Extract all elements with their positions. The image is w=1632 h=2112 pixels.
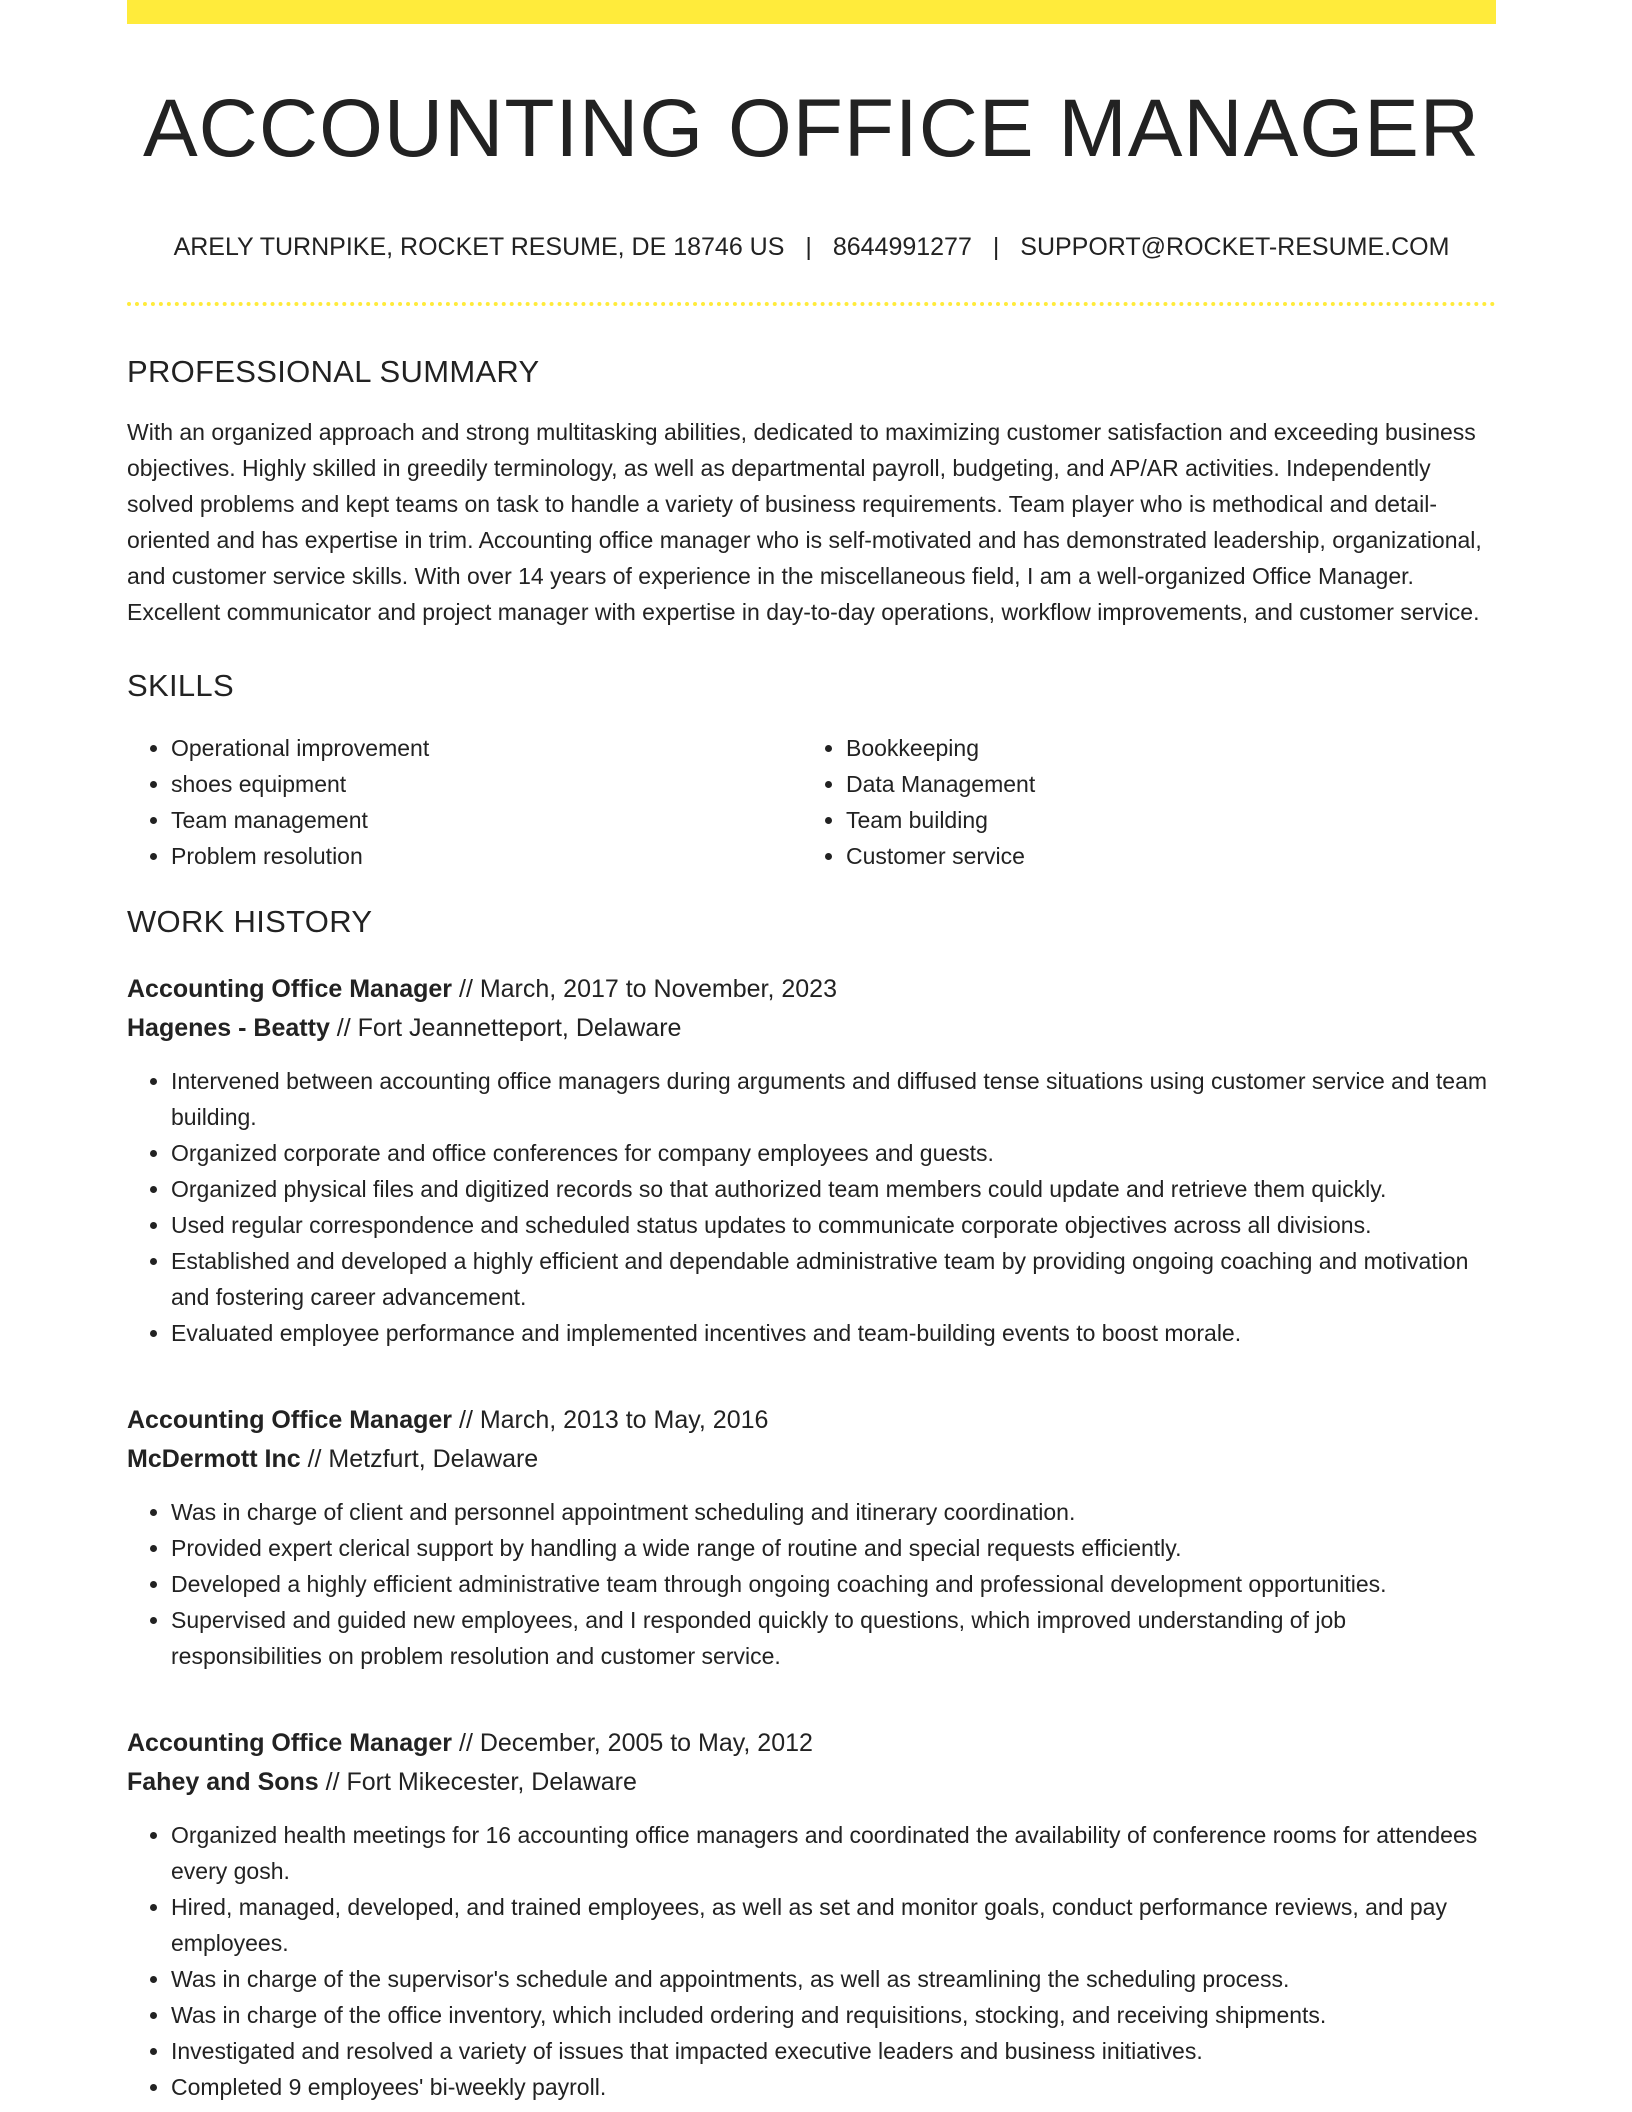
dotted-divider xyxy=(127,302,1496,306)
job-location: // Fort Jeannetteport, Delaware xyxy=(329,1014,682,1043)
job-bullet: • Hired, managed, developed, and trained employees, as well as set and monitor goals, conduct performance reviews, and pay employees. xyxy=(171,1889,1496,1961)
job-bullet: • Established and developed a highly efficient and dependable administrative team by providing ongoing coaching and motivation and fostering career advancement. xyxy=(171,1243,1496,1315)
job-dates: // March, 2013 to May, 2016 xyxy=(452,1406,769,1435)
skill-item: • Team building xyxy=(846,802,1477,838)
skills-grid xyxy=(127,730,1496,874)
section-title-summary: PROFESSIONAL SUMMARY xyxy=(127,354,540,390)
job-bullet: • Developed a highly efficient administrative team through ongoing coaching and professional development opportunities. xyxy=(171,1566,1496,1602)
skill-item: • shoes equipment xyxy=(171,766,802,802)
skill-item: • Customer service xyxy=(846,838,1477,874)
job-role-line xyxy=(127,1724,1496,1763)
job-entry xyxy=(127,970,1496,1351)
job-bullet: • Used regular correspondence and scheduled status updates to communicate corporate objectives across all divisions. xyxy=(171,1207,1496,1243)
accent-top-bar xyxy=(127,0,1496,24)
job-entry xyxy=(127,1401,1496,1674)
job-bullet: • Intervened between accounting office managers during arguments and diffused tense situations using customer service and team building. xyxy=(171,1063,1496,1135)
job-location: // Fort Mikecester, Delaware xyxy=(318,1768,637,1797)
job-role: Accounting Office Manager xyxy=(127,1729,453,1758)
contact-address: ARELY TURNPIKE, ROCKET RESUME, DE 18746 US xyxy=(173,233,785,262)
skills-list-right xyxy=(802,730,1477,874)
job-company-line xyxy=(127,1009,1496,1048)
job-role: Accounting Office Manager xyxy=(127,1406,453,1435)
job-company-line xyxy=(127,1763,1496,1802)
job-role-line xyxy=(127,970,1496,1009)
skill-item: • Problem resolution xyxy=(171,838,802,874)
contact-line xyxy=(127,232,1496,262)
contact-phone: 8644991277 xyxy=(832,233,972,262)
job-bullet: • Was in charge of client and personnel appointment scheduling and itinerary coordination. xyxy=(171,1494,1496,1530)
section-title-skills: SKILLS xyxy=(127,668,234,704)
job-bullet: • Organized corporate and office conferences for company employees and guests. xyxy=(171,1135,1496,1171)
job-bullets xyxy=(127,1817,1496,2105)
job-bullet: • Organized physical files and digitized records so that authorized team members could update and retrieve them quickly. xyxy=(171,1171,1496,1207)
resume-title: ACCOUNTING OFFICE MANAGER xyxy=(142,83,1481,174)
skill-item: • Bookkeeping xyxy=(846,730,1477,766)
resume-content xyxy=(127,0,1496,2105)
job-bullet: • Organized health meetings for 16 accounting office managers and coordinated the availability of conference rooms for attendees every gosh. xyxy=(171,1817,1496,1889)
job-role-line xyxy=(127,1401,1496,1440)
contact-separator: | xyxy=(805,233,812,262)
job-entry xyxy=(127,1724,1496,2105)
section-title-work-history: WORK HISTORY xyxy=(127,904,373,940)
job-bullet: • Investigated and resolved a variety of issues that impacted executive leaders and business initiatives. xyxy=(171,2033,1496,2069)
job-bullet: • Supervised and guided new employees, and I responded quickly to questions, which improved understanding of job responsibilities on problem resolution and customer service. xyxy=(171,1602,1496,1674)
job-company: Fahey and Sons xyxy=(127,1768,319,1797)
job-dates: // March, 2017 to November, 2023 xyxy=(452,975,837,1004)
skill-item: • Data Management xyxy=(846,766,1477,802)
job-bullets xyxy=(127,1063,1496,1351)
job-bullet: • Provided expert clerical support by handling a wide range of routine and special requests efficiently. xyxy=(171,1530,1496,1566)
job-bullets xyxy=(127,1494,1496,1674)
summary-text: With an organized approach and strong multitasking abilities, dedicated to maximizing customer satisfaction and exceeding business objectives. Highly skilled in greedily terminology, as well as departmental payroll, budgeting, and AP/AR activities. Independently solved problems and kept teams on task to handle a variety of business requirements. Team player who is methodical and detail-oriented and has expertise in trim. Accounting office manager who is self-motivated and has demonstrated leadership, organizational, and customer service skills. With over 14 years of experience in the miscellaneous field, I am a well-organized Office Manager. Excellent communicator and project manager with expertise in day-to-day operations, workflow improvements, and customer service. xyxy=(127,419,1482,626)
job-dates: // December, 2005 to May, 2012 xyxy=(452,1729,813,1758)
contact-separator: | xyxy=(992,233,1000,262)
skills-list-left xyxy=(127,730,802,874)
skill-item: • Operational improvement xyxy=(171,730,802,766)
job-bullet: • Was in charge of the office inventory, which included ordering and requisitions, stocking, and receiving shipments. xyxy=(171,1997,1496,2033)
job-company: McDermott Inc xyxy=(127,1445,301,1474)
job-role: Accounting Office Manager xyxy=(127,975,453,1004)
job-bullet: • Was in charge of the supervisor's schedule and appointments, as well as streamlining the scheduling process. xyxy=(171,1961,1496,1997)
job-bullet: • Completed 9 employees' bi-weekly payroll. xyxy=(171,2069,1496,2105)
job-bullet: • Evaluated employee performance and implemented incentives and team-building events to boost morale. xyxy=(171,1315,1496,1351)
job-location: // Metzfurt, Delaware xyxy=(300,1445,539,1474)
job-company: Hagenes - Beatty xyxy=(127,1014,330,1043)
skill-item: • Team management xyxy=(171,802,802,838)
job-company-line xyxy=(127,1440,1496,1479)
contact-email: SUPPORT@ROCKET-RESUME.COM xyxy=(1020,233,1450,262)
